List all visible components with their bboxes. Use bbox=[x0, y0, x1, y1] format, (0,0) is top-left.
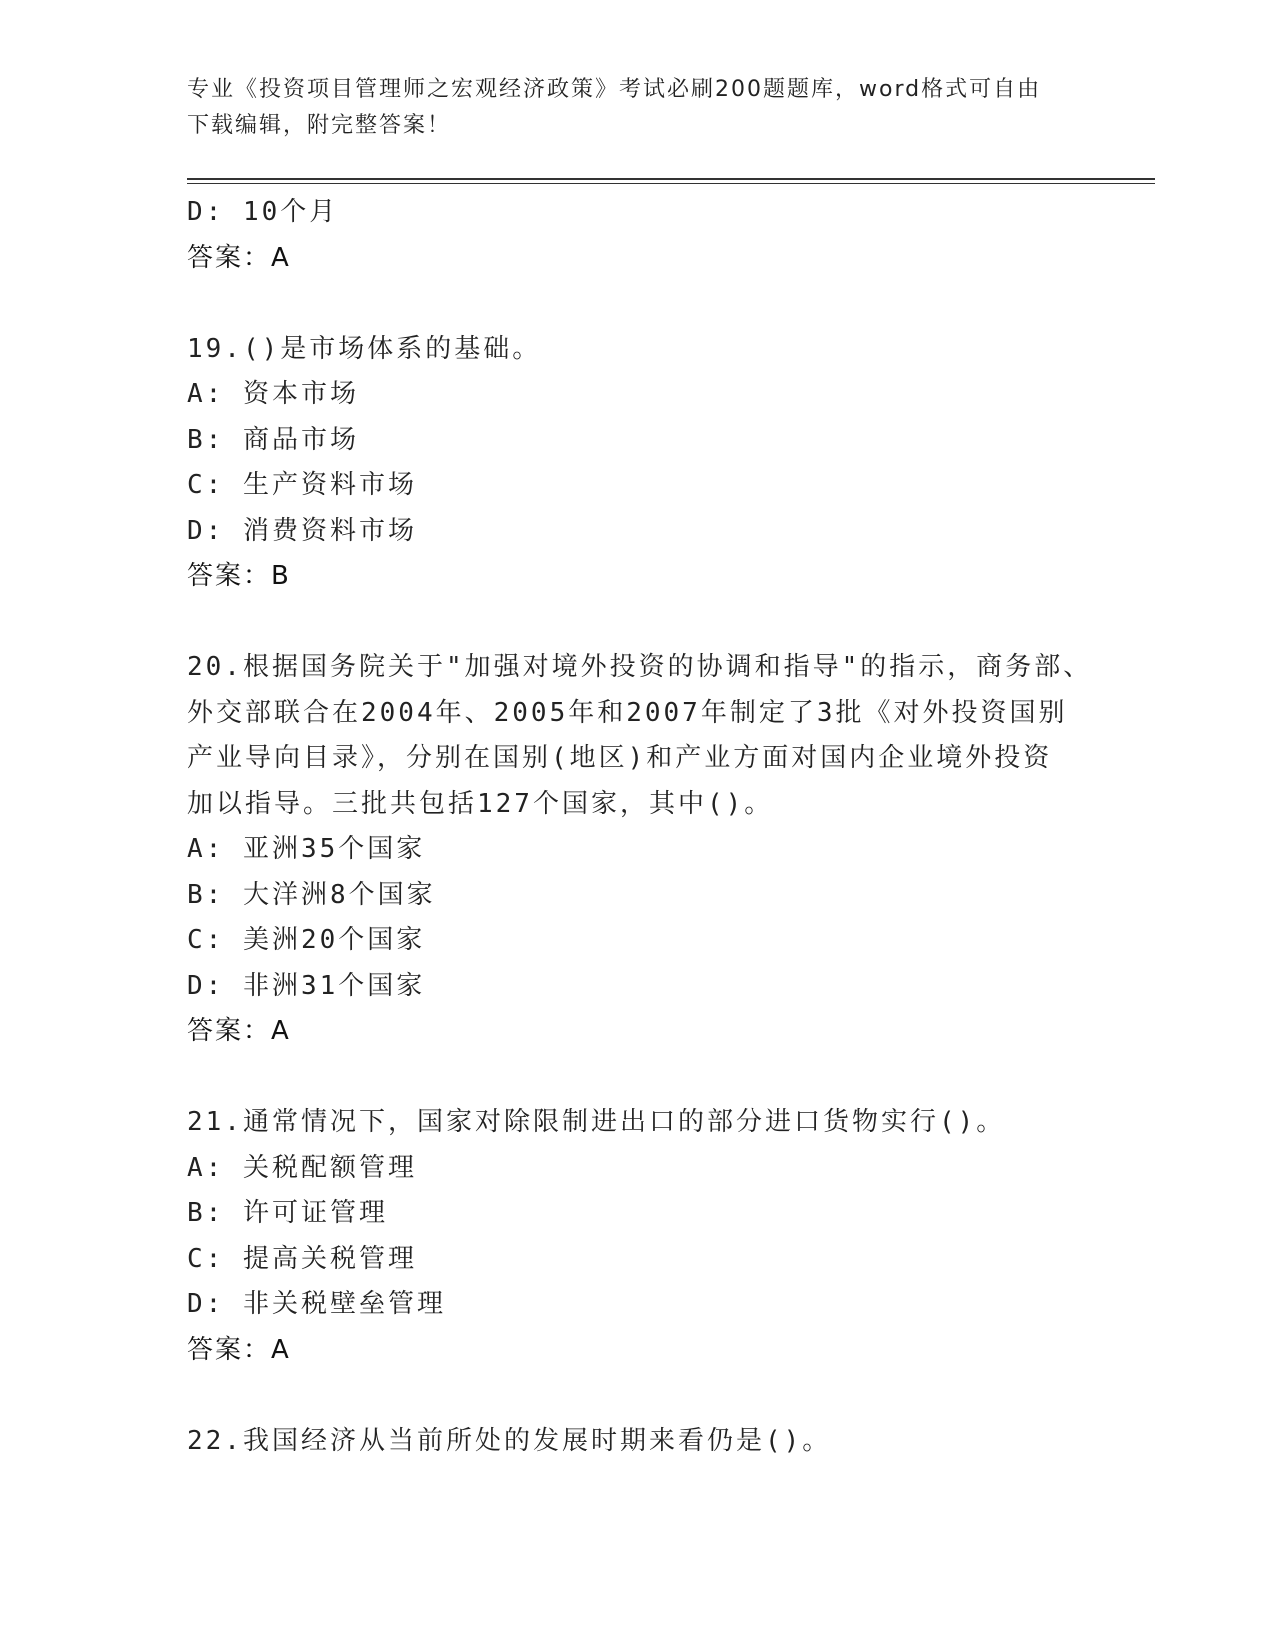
option-c: C: 提高关税管理 bbox=[187, 1243, 417, 1274]
document-header bbox=[187, 72, 1077, 144]
option-a: A: 关税配额管理 bbox=[187, 1152, 417, 1183]
question-text-line-4: 加以指导。三批共包括127个国家，其中()。 bbox=[187, 788, 774, 819]
answer-line: 答案：B bbox=[187, 561, 291, 591]
option-d: D: 10个月 bbox=[187, 197, 339, 227]
option-d: D: 非关税壁垒管理 bbox=[187, 1289, 446, 1319]
spacer bbox=[187, 1055, 1087, 1101]
question-19 bbox=[187, 327, 1087, 600]
option-a: A: 资本市场 bbox=[187, 379, 359, 409]
header-divider-thick bbox=[187, 178, 1155, 180]
option-b: B: 商品市场 bbox=[187, 424, 359, 455]
question-21 bbox=[187, 1100, 1087, 1373]
question-text: 21.通常情况下，国家对除限制进出口的部分进口货物实行()。 bbox=[187, 1107, 1006, 1137]
header-divider-thin bbox=[187, 183, 1155, 184]
question-content bbox=[187, 190, 1093, 1464]
option-c: C: 美洲20个国家 bbox=[187, 925, 426, 955]
option-b: B: 大洋洲8个国家 bbox=[187, 879, 436, 910]
answer-line: 答案：A bbox=[187, 1334, 291, 1365]
option-b: B: 许可证管理 bbox=[187, 1198, 388, 1228]
spacer bbox=[187, 281, 1087, 327]
answer-line: 答案：A bbox=[187, 1016, 291, 1046]
question-22 bbox=[187, 1419, 1087, 1465]
question-18-tail bbox=[187, 190, 1087, 281]
header-line-1: 专业《投资项目管理师之宏观经济政策》考试必刷200题题库，word格式可自由 bbox=[187, 77, 1042, 102]
answer-line: 答案：A bbox=[187, 242, 291, 273]
spacer bbox=[187, 600, 1087, 646]
option-d: D: 消费资料市场 bbox=[187, 515, 417, 546]
question-20 bbox=[187, 645, 1093, 1055]
option-a: A: 亚洲35个国家 bbox=[187, 834, 426, 864]
spacer bbox=[187, 1373, 1087, 1419]
question-text-line-3: 产业导向目录》，分别在国别(地区)和产业方面对国内企业境外投资 bbox=[187, 743, 1053, 773]
option-d: D: 非洲31个国家 bbox=[187, 970, 426, 1001]
question-text-line-1: 20.根据国务院关于"加强对境外投资的协调和指导"的指示，商务部、 bbox=[187, 652, 1093, 682]
question-text: 22.我国经济从当前所处的发展时期来看仍是()。 bbox=[187, 1425, 832, 1456]
question-text: 19.()是市场体系的基础。 bbox=[187, 333, 542, 364]
option-c: C: 生产资料市场 bbox=[187, 470, 417, 500]
question-text-line-2: 外交部联合在2004年、2005年和2007年制定了3批《对外投资国别 bbox=[187, 697, 1068, 728]
header-line-2: 下载编辑，附完整答案！ bbox=[187, 113, 452, 138]
